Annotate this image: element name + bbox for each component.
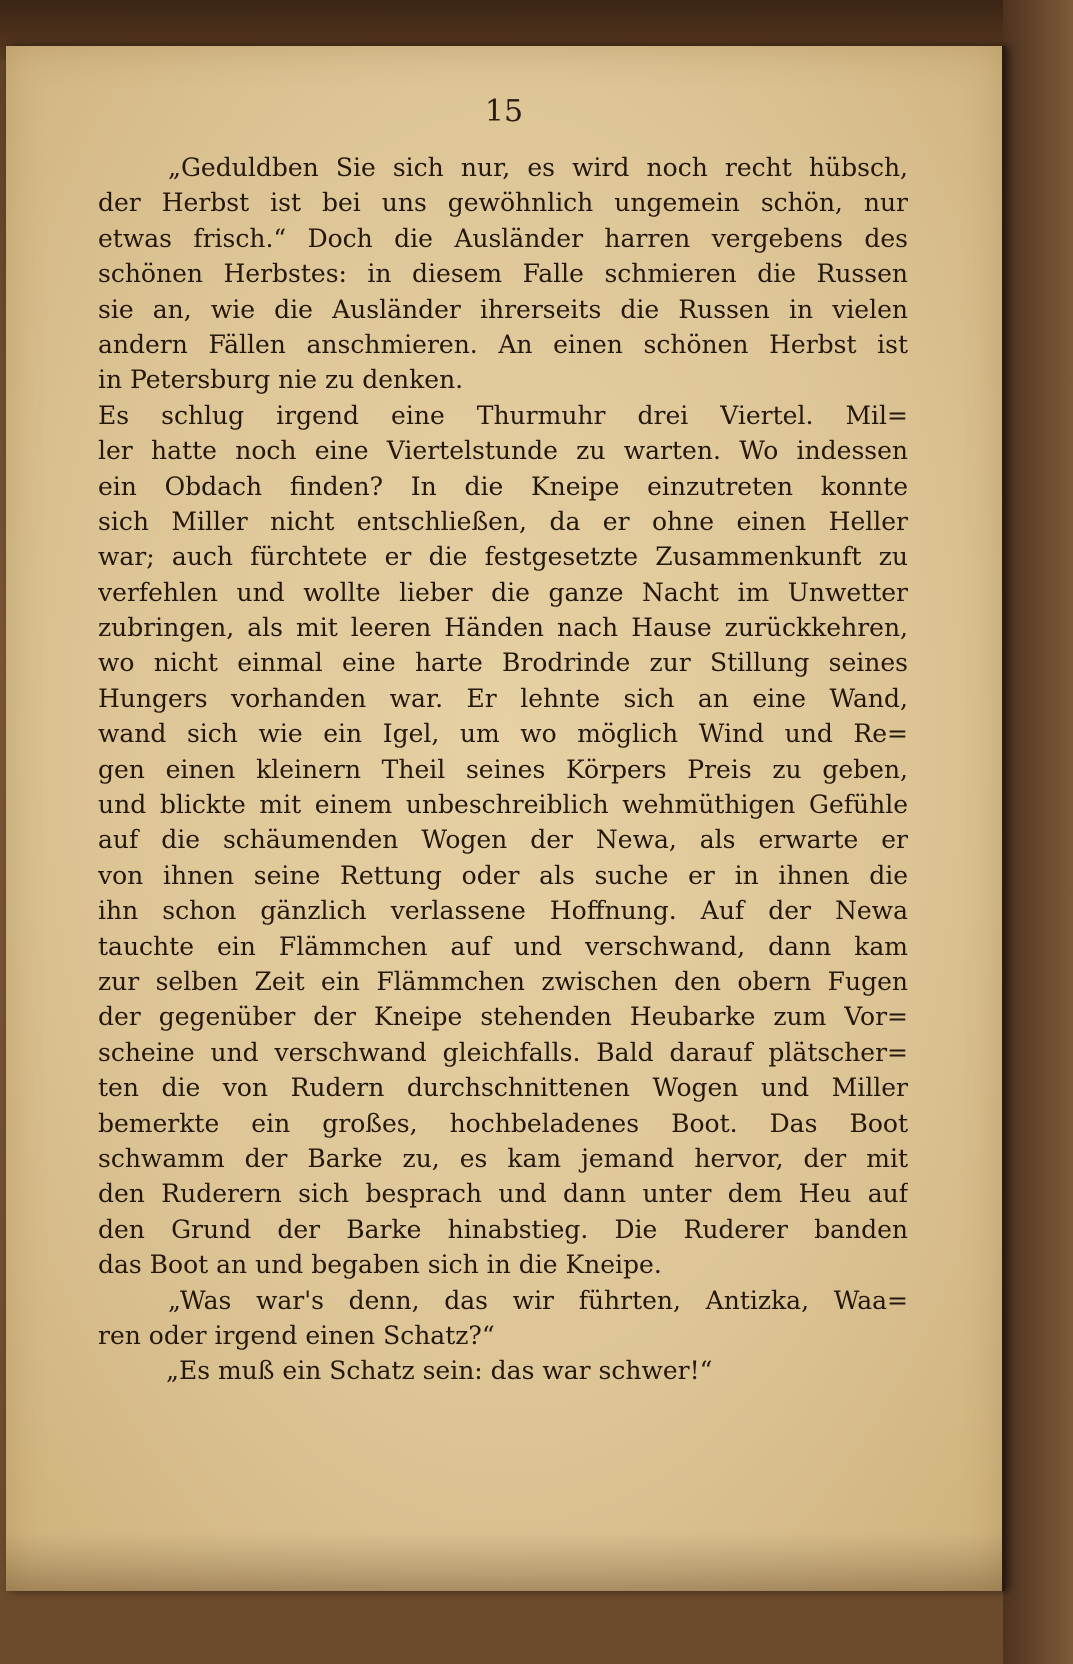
text-line: bemerkte ein großes, hochbeladenes Boot. Das Boot [98, 1108, 908, 1138]
text-line: andern Fällen anschmieren. An einen schönen Herbst ist [98, 329, 908, 359]
text-line: verfehlen und wollte lieber die ganze Nacht im Unwetter [98, 577, 908, 607]
body-text [98, 150, 908, 1389]
text-line: das Boot an und begaben sich in die Kneipe. [98, 1250, 662, 1280]
text-line: ler hatte noch eine Viertelstunde zu warten. Wo indessen [98, 436, 908, 466]
page-number: 15 [484, 94, 524, 129]
text-line: tauchte ein Flämmchen auf und verschwand, dann kam [98, 931, 908, 961]
text-line: etwas frisch.“ Doch die Ausländer harren vergebens des [98, 223, 908, 253]
text-line: ten die von Rudern durchschnittenen Wogen und Miller [98, 1073, 908, 1103]
text-line: ihn schon gänzlich verlassene Hoffnung. Auf der Newa [98, 896, 908, 926]
page-bottom-shadow [6, 1531, 1002, 1591]
book-spine-edge [1003, 0, 1073, 1664]
text-line: war; auch fürchtete er die festgesetzte Zusammenkunft zu [98, 542, 908, 572]
text-line: wand sich wie ein Igel, um wo möglich Wind und Re= [98, 719, 908, 749]
text-line: schönen Herbstes: in diesem Falle schmieren die Russen [98, 259, 908, 289]
text-line: ren oder irgend einen Schatz?“ [98, 1320, 495, 1350]
text-line: von ihnen seine Rettung oder als suche er in ihnen die [98, 860, 908, 890]
text-line: schwamm der Barke zu, es kam jemand hervor, der mit [98, 1143, 908, 1173]
text-line: und blickte mit einem unbeschreiblich wehmüthigen Gefühle [98, 790, 908, 820]
text-line: „Es muß ein Schatz sein: das war schwer!“ [166, 1356, 713, 1386]
text-line: „Geduldben Sie sich nur, es wird noch recht hübsch, [168, 153, 908, 182]
text-line: ein Obdach finden? In die Kneipe einzutreten konnte [98, 471, 908, 501]
text-line: wo nicht einmal eine harte Brodrinde zur Stillung seines [98, 648, 908, 678]
text-line: der gegenüber der Kneipe stehenden Heubarke zum Vor= [98, 1002, 908, 1032]
text-line: in Petersburg nie zu denken. [98, 365, 464, 395]
text-line: Hungers vorhanden war. Er lehnte sich an eine Wand, [98, 683, 908, 713]
text-line: den Grund der Barke hinabstieg. Die Ruderer banden [98, 1214, 908, 1244]
book-page [6, 46, 1005, 1591]
text-line: zubringen, als mit leeren Händen nach Hause zurückkehren, [98, 613, 908, 643]
text-line: der Herbst ist bei uns gewöhnlich ungemein schön, nur [98, 188, 908, 218]
text-line: sich Miller nicht entschließen, da er ohne einen Heller [98, 506, 908, 536]
text-line: scheine und verschwand gleichfalls. Bald darauf plätscher= [98, 1037, 908, 1067]
text-line: den Ruderern sich besprach und dann unter dem Heu auf [98, 1179, 908, 1209]
text-line: gen einen kleinern Theil seines Körpers Preis zu geben, [98, 754, 908, 784]
text-line: Es schlug irgend eine Thurmuhr drei Viertel. Mil= [98, 400, 908, 430]
text-line: zur selben Zeit ein Flämmchen zwischen den obern Fugen [98, 966, 908, 996]
text-line: „Was war's denn, das wir führten, Antizka, Waa= [168, 1285, 908, 1315]
text-line: sie an, wie die Ausländer ihrerseits die Russen in vielen [98, 294, 908, 324]
text-line: auf die schäumenden Wogen der Newa, als erwarte er [98, 825, 908, 855]
